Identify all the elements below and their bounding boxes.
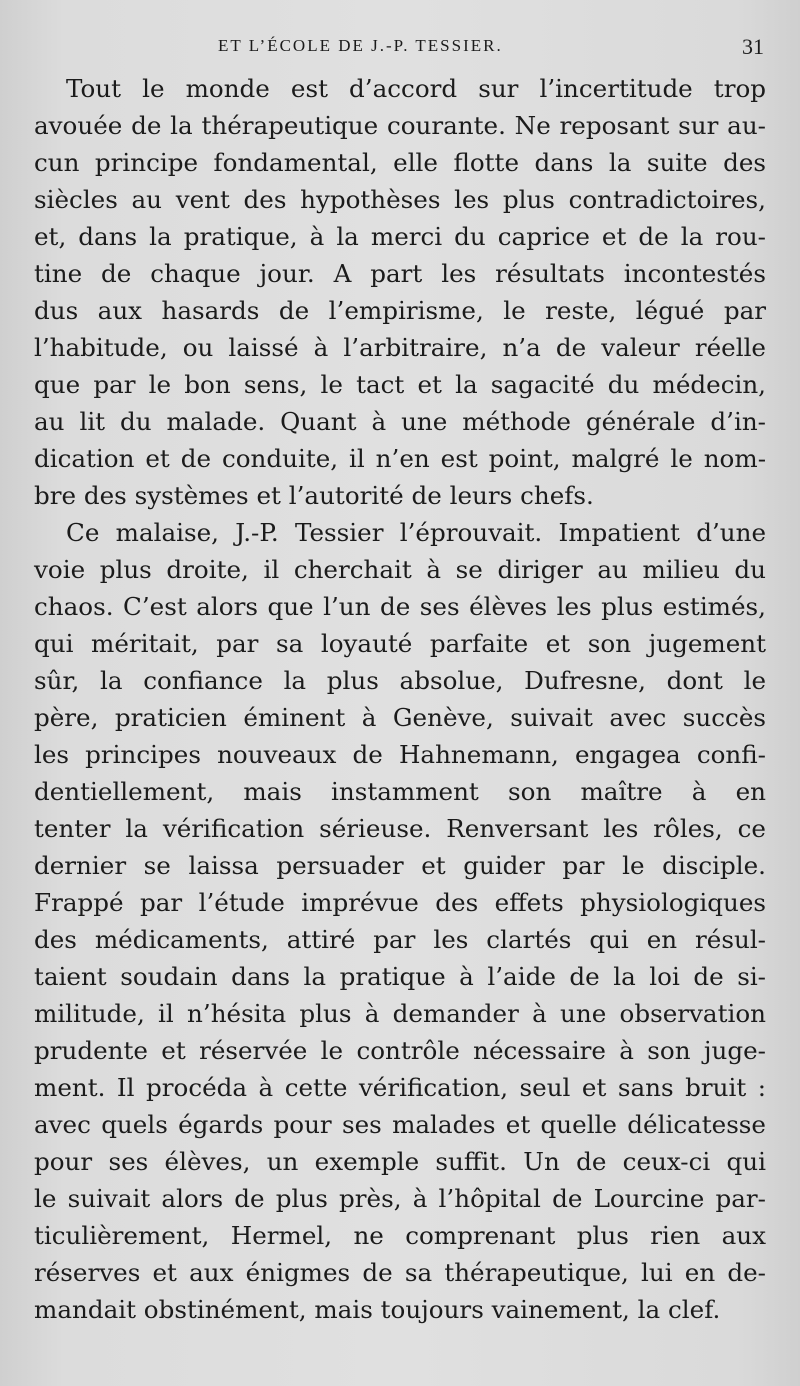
- paragraph-2: [34, 514, 766, 1328]
- text-line: Frappé par l’étude imprévue des effets physiologiques: [34, 888, 766, 917]
- text-line: dentiellement, mais instamment son maître à en: [34, 777, 766, 806]
- text-line: siècles au vent des hypothèses les plus contradictoires,: [34, 185, 766, 214]
- text-line: avouée de la thérapeutique courante. Ne reposant sur au-: [34, 111, 766, 140]
- text-line: sûr, la confiance la plus absolue, Dufresne, dont le: [34, 666, 766, 695]
- text-line: que par le bon sens, le tact et la sagacité du médecin,: [34, 370, 766, 399]
- text-line: militude, il n’hésita plus à demander à une observation: [34, 999, 766, 1028]
- text-line: voie plus droite, il cherchait à se diriger au milieu du: [34, 555, 766, 584]
- text-line: ticulièrement, Hermel, ne comprenant plus rien aux: [34, 1221, 766, 1250]
- text-line: dication et de conduite, il n’en est point, malgré le nom-: [34, 444, 766, 473]
- text-line: tine de chaque jour. A part les résultats incontestés: [34, 259, 766, 288]
- text-line: père, praticien éminent à Genève, suivait avec succès: [34, 703, 766, 732]
- running-head: [42, 34, 766, 70]
- text-line: cun principe fondamental, elle flotte dans la suite des: [34, 148, 766, 177]
- text-line: prudente et réservée le contrôle nécessaire à son juge-: [34, 1036, 766, 1065]
- text-line: Tout le monde est d’accord sur l’incertitude trop: [66, 74, 766, 103]
- text-line: réserves et aux énigmes de sa thérapeutique, lui en de-: [34, 1258, 766, 1287]
- text-line: des médicaments, attiré par les clartés qui en résul-: [34, 925, 766, 954]
- text-line: le suivait alors de plus près, à l’hôpital de Lourcine par-: [34, 1184, 766, 1213]
- text-line: dernier se laissa persuader et guider par le disciple.: [34, 851, 766, 880]
- text-line: pour ses élèves, un exemple suffit. Un de ceux-ci qui: [34, 1147, 766, 1176]
- running-title: ET L’ÉCOLE DE J.-P. TESSIER.: [218, 36, 503, 55]
- paragraph-1: [34, 70, 766, 514]
- body-text: [34, 70, 766, 1328]
- text-line: chaos. C’est alors que l’un de ses élèves les plus estimés,: [34, 592, 766, 621]
- text-line: bre des systèmes et l’autorité de leurs chefs.: [34, 481, 594, 510]
- text-line: tenter la vérification sérieuse. Renversant les rôles, ce: [34, 814, 766, 843]
- text-line: ment. Il procéda à cette vérification, seul et sans bruit :: [34, 1073, 766, 1102]
- text-line: les principes nouveaux de Hahnemann, engagea confi-: [34, 740, 766, 769]
- text-line: taient soudain dans la pratique à l’aide de la loi de si-: [34, 962, 766, 991]
- text-line: l’habitude, ou laissé à l’arbitraire, n’a de valeur réelle: [34, 333, 766, 362]
- text-line: au lit du malade. Quant à une méthode générale d’in-: [34, 407, 766, 436]
- text-line: Ce malaise, J.-P. Tessier l’éprouvait. Impatient d’une: [66, 518, 766, 547]
- text-line: dus aux hasards de l’empirisme, le reste, légué par: [34, 296, 766, 325]
- text-line: qui méritait, par sa loyauté parfaite et son jugement: [34, 629, 766, 658]
- page-number: 31: [742, 34, 764, 59]
- text-line: avec quels égards pour ses malades et quelle délicatesse: [34, 1110, 766, 1139]
- text-line: et, dans la pratique, à la merci du caprice et de la rou-: [34, 222, 766, 251]
- text-line: mandait obstinément, mais toujours vainement, la clef.: [34, 1295, 721, 1324]
